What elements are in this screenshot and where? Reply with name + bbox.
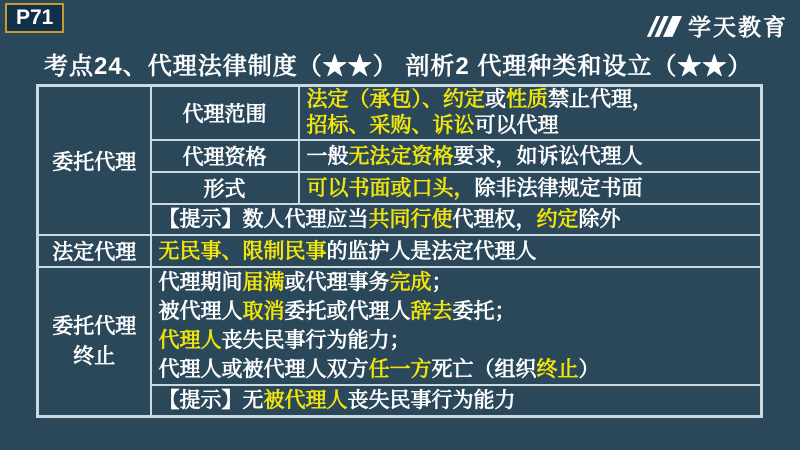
slide-title: 考点24、代理法律制度（★★） 剖析2 代理种类和设立（★★） bbox=[44, 53, 753, 80]
brand-name: 学天教育 bbox=[688, 14, 788, 40]
agency-table bbox=[36, 84, 763, 418]
termination-line-2: 被代理人取消委托或代理人辞去委托； bbox=[158, 300, 516, 323]
cell-agency-qualification bbox=[299, 140, 762, 172]
statutory-agency-line: 无民事、限制民事的监护人是法定代理人 bbox=[158, 239, 537, 263]
form-line: 可以书面或口头，除非法律规定书面 bbox=[306, 176, 643, 200]
termination-header-line-1: 委托代理 bbox=[52, 314, 137, 338]
cell-delegated-tip bbox=[151, 204, 762, 235]
termination-header-line-2: 终止 bbox=[73, 344, 116, 368]
row-label-form: 形式 bbox=[151, 172, 299, 204]
xuetian-stripes-logo-icon bbox=[644, 12, 682, 39]
agency-scope-line-1: 法定（承包）、约定或性质禁止代理， bbox=[306, 88, 653, 111]
row-header-statutory-agency: 法定代理 bbox=[38, 235, 151, 267]
agency-qualification-line: 一般无法定资格要求，如诉讼代理人 bbox=[306, 144, 643, 168]
cell-statutory-agency bbox=[151, 235, 762, 267]
termination-line-4: 代理人或被代理人双方任一方死亡（组织终止） bbox=[158, 358, 600, 381]
row-header-entrusted-agency-label: 委托代理 bbox=[52, 150, 137, 174]
agency-scope-line-2: 招标、采购、诉讼可以代理 bbox=[306, 114, 559, 137]
row-label-agency-qualification: 代理资格 bbox=[151, 140, 299, 172]
row-header-entrusted-agency bbox=[38, 86, 151, 236]
termination-line-1: 代理期间届满或代理事务完成； bbox=[158, 271, 453, 294]
cell-form bbox=[299, 172, 762, 204]
page-number-badge: P71 bbox=[5, 3, 64, 33]
termination-tip-line: 【提示】无被代理人丧失民事行为能力 bbox=[158, 389, 516, 412]
cell-agency-scope bbox=[299, 86, 762, 141]
row-label-agency-scope: 代理范围 bbox=[151, 86, 299, 141]
delegated-tip-line: 【提示】数人代理应当共同行使代理权，约定除外 bbox=[158, 208, 621, 231]
cell-termination-causes bbox=[151, 267, 762, 385]
row-header-termination bbox=[38, 267, 151, 417]
cell-termination-tip bbox=[151, 385, 762, 417]
termination-line-3: 代理人丧失民事行为能力； bbox=[158, 329, 411, 352]
brand-logo bbox=[644, 9, 788, 42]
